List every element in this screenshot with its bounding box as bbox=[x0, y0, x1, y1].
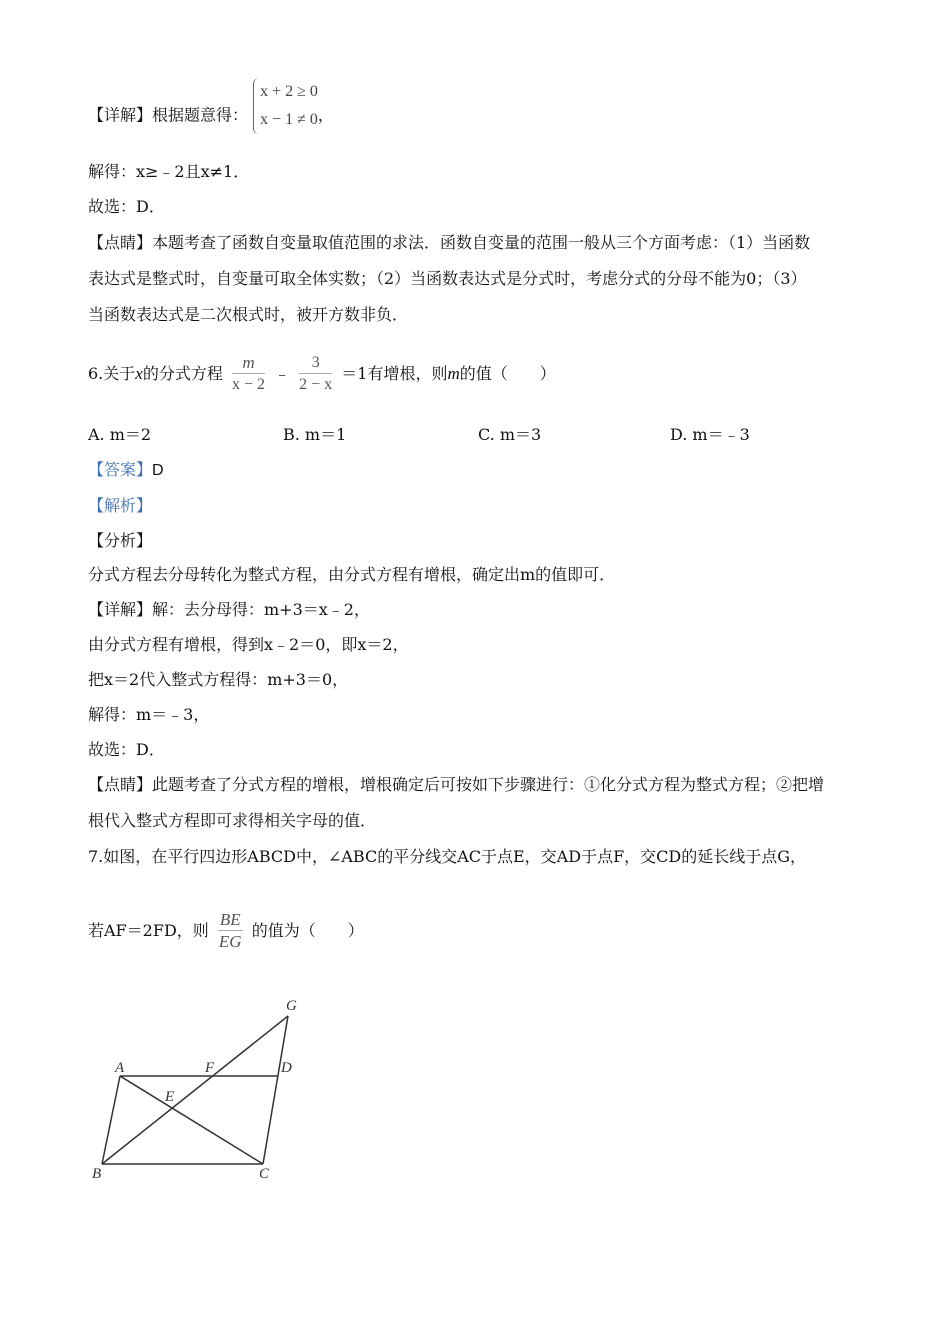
numerator: m bbox=[232, 353, 265, 374]
numerator: BE bbox=[219, 910, 241, 929]
label-d: D bbox=[281, 1060, 292, 1076]
q6-step: 【详解】解：去分母得：m+3＝x﹣2， bbox=[88, 600, 370, 619]
stem-text: ＝1有增根，则 bbox=[341, 364, 448, 383]
stem-text: 的分式方程 bbox=[142, 364, 223, 383]
segment-ab bbox=[102, 1076, 120, 1164]
condition-text: 的值为（ ） bbox=[251, 921, 364, 940]
label-e: E bbox=[165, 1089, 175, 1105]
denominator: EG bbox=[218, 932, 242, 951]
q5-comment-3: 当函数表达式是二次根式时，被开方数非负． bbox=[88, 305, 409, 324]
answer-label: 【答案】 bbox=[88, 460, 153, 479]
q6-step: 把x＝2代入整式方程得：m+3＝0， bbox=[88, 670, 349, 689]
label-c: C bbox=[259, 1166, 270, 1182]
option-d: D. m＝﹣3 bbox=[670, 425, 750, 444]
label-b: B bbox=[92, 1166, 102, 1182]
label-g: G bbox=[286, 998, 297, 1014]
label-f: F bbox=[205, 1060, 215, 1076]
option-a: A. m＝2 bbox=[88, 425, 152, 444]
denominator: 2 − x bbox=[299, 376, 333, 393]
q6-comment-2: 根代入整式方程即可求得相关字母的值． bbox=[88, 811, 377, 830]
q6-step: 解得：m＝﹣3， bbox=[88, 705, 210, 724]
option-c: C. m＝3 bbox=[478, 425, 542, 444]
minus: ﹣ bbox=[274, 364, 291, 383]
inequality-1: x + 2 ≥ 0 bbox=[260, 83, 318, 100]
segment-bg bbox=[102, 1016, 288, 1164]
q6-step: 故选：D． bbox=[88, 740, 165, 759]
denominator: x − 2 bbox=[231, 376, 265, 393]
inequality-2: x − 1 ≠ 0 bbox=[260, 111, 318, 128]
q6-fenxi: 分式方程去分母转化为整式方程，由分式方程有增根，确定出m的值即可． bbox=[88, 565, 616, 584]
q6-step: 由分式方程有增根，得到x﹣2＝0，即x＝2， bbox=[88, 635, 409, 654]
answer-value: D bbox=[152, 462, 164, 479]
q5-solve: 解得：x≥﹣2且x≠1． bbox=[88, 162, 250, 181]
condition-text: 若AF＝2FD，则 bbox=[88, 921, 209, 940]
detail-label: 【详解】根据题意得： bbox=[88, 105, 249, 125]
segment-ac bbox=[120, 1076, 263, 1164]
segment-gc bbox=[263, 1016, 288, 1164]
stem-text: 的值（ ） bbox=[459, 364, 556, 383]
q6-fenxi-label: 【分析】 bbox=[88, 531, 153, 550]
label-a: A bbox=[115, 1060, 125, 1076]
q5-choose: 故选：D． bbox=[88, 197, 165, 216]
var-x: x bbox=[135, 364, 143, 383]
q7-stem: 7.如图，在平行四边形ABCD中，∠ABC的平分线交AC于点E，交AD于点F，交CD的延长线于点G， bbox=[88, 847, 807, 866]
numerator: 3 bbox=[299, 353, 332, 374]
comma: ， bbox=[317, 105, 334, 125]
q6-analysis-label: 【解析】 bbox=[88, 496, 153, 515]
stem-text: 6.关于 bbox=[88, 364, 136, 383]
q5-comment-2: 表达式是整式时，自变量可取全体实数；（2）当函数表达式是分式时，考虑分式的分母不能为0；（3） bbox=[88, 269, 807, 288]
q5-comment-1: 【点睛】本题考查了函数自变量取值范围的求法．函数自变量的范围一般从三个方面考虑：（1）当函数 bbox=[88, 233, 811, 252]
option-b: B. m＝1 bbox=[283, 425, 347, 444]
var-m: m bbox=[447, 364, 460, 383]
q6-comment-1: 【点睛】此题考查了分式方程的增根，增根确定后可按如下步骤进行：①化分式方程为整式方程；②把增 bbox=[88, 775, 825, 794]
